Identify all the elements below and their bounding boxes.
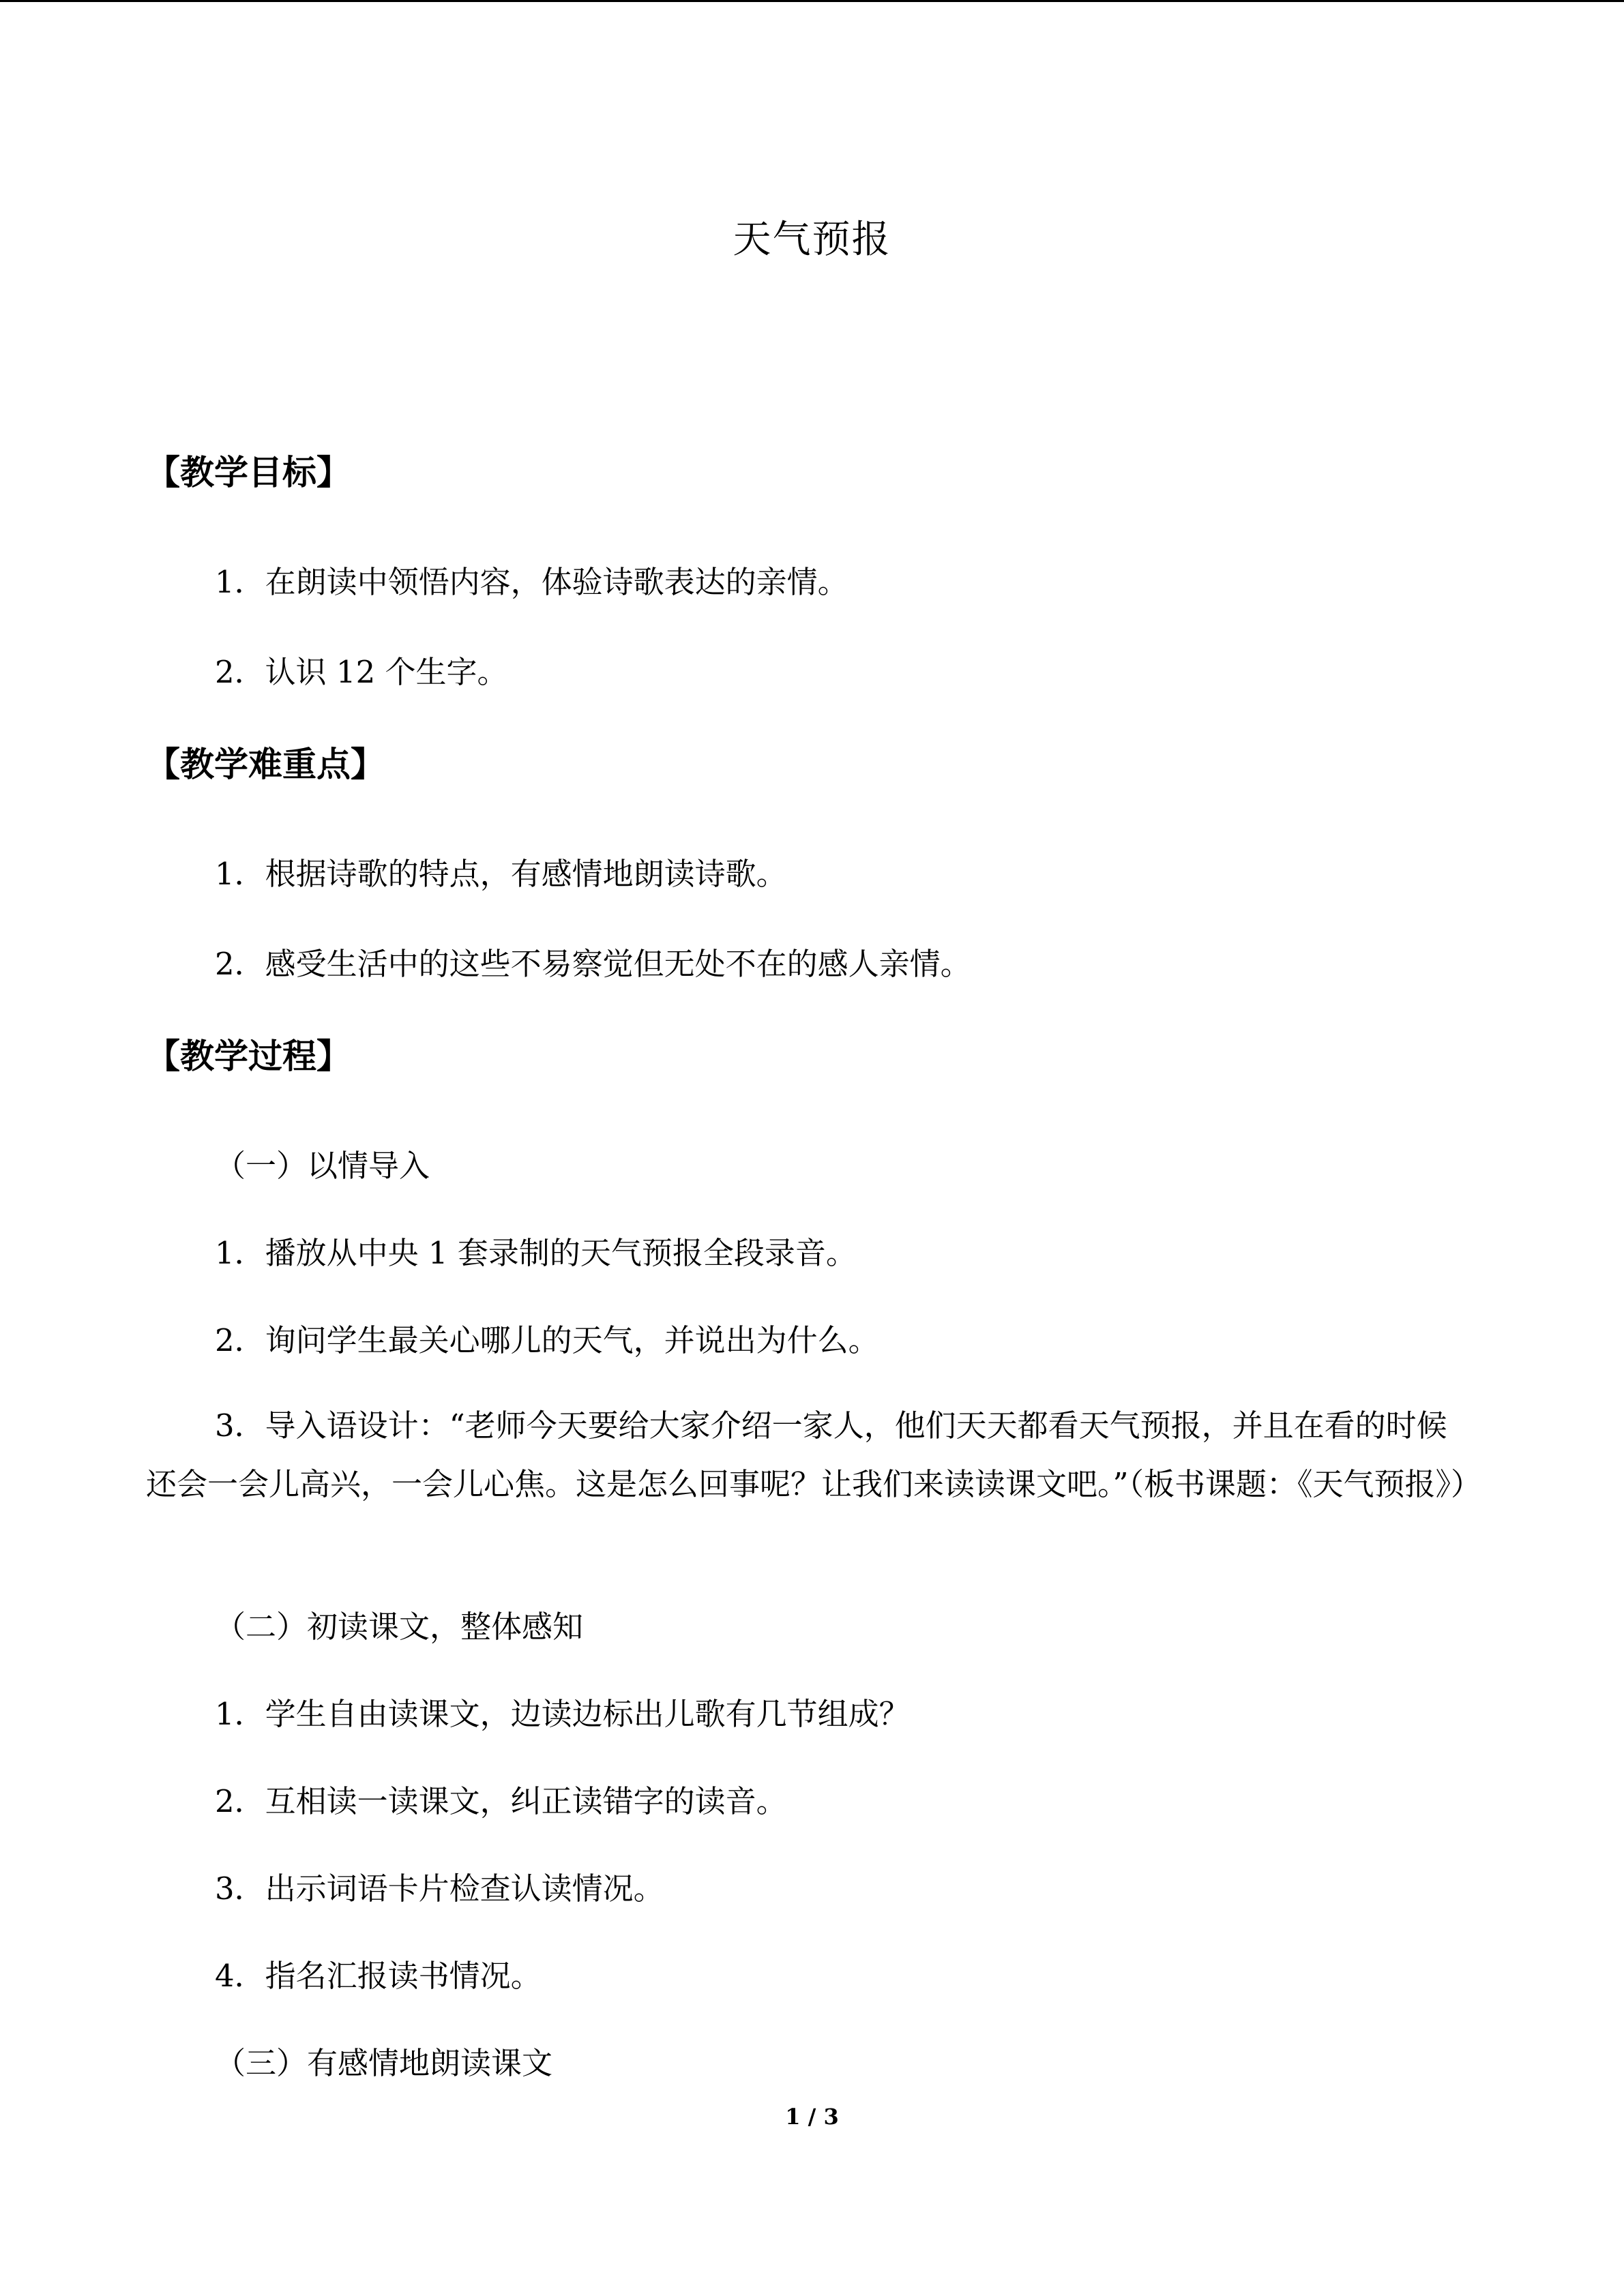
goal-item-2: 2．认识 12 个生字。: [215, 654, 508, 690]
process-part1-heading: （一）以情导入: [215, 1148, 430, 1184]
process-part1-item-2: 2．询问学生最关心哪儿的天气，并说出为什么。: [215, 1322, 879, 1358]
process-part2-heading: （二）初读课文，整体感知: [215, 1609, 584, 1645]
process-part3-heading: （三）有感情地朗读课文: [215, 2045, 553, 2081]
page-title: 天气预报: [733, 218, 891, 262]
process-part2-item-3: 3．出示词语卡片检查认读情况。: [215, 1870, 664, 1907]
goal-item-1: 1．在朗读中领悟内容，体验诗歌表达的亲情。: [215, 564, 848, 600]
difficulty-item-1: 1．根据诗歌的特点，有感情地朗读诗歌。: [215, 856, 787, 892]
section-heading-difficulties: 【教学难重点】: [146, 745, 385, 784]
process-part1-item-1: 1．播放从中央 1 套录制的天气预报全段录音。: [215, 1235, 857, 1271]
process-part2-item-4: 4．指名汇报读书情况。: [215, 1958, 542, 1994]
process-part1-item-3: 3．导入语设计：“老师今天要给大家介绍一家人，他们天天都看天气预报，并且在看的时候还会一会儿高兴，一会儿心焦。这是怎么回事呢？让我们来读读课文吧。”（板书课题：《天气预报》）: [146, 1407, 1482, 1502]
difficulty-item-2: 2．感受生活中的这些不易察觉但无处不在的感人亲情。: [215, 946, 971, 982]
section-heading-process: 【教学过程】: [146, 1037, 351, 1076]
section-heading-goals: 【教学目标】: [146, 453, 351, 492]
process-part2-item-1: 1．学生自由读课文，边读边标出儿歌有几节组成？: [215, 1696, 910, 1732]
top-border-line: [0, 0, 1624, 2]
page-number: 1 / 3: [785, 2104, 839, 2130]
process-part2-item-2: 2．互相读一读课文，纠正读错字的读音。: [215, 1783, 787, 1819]
